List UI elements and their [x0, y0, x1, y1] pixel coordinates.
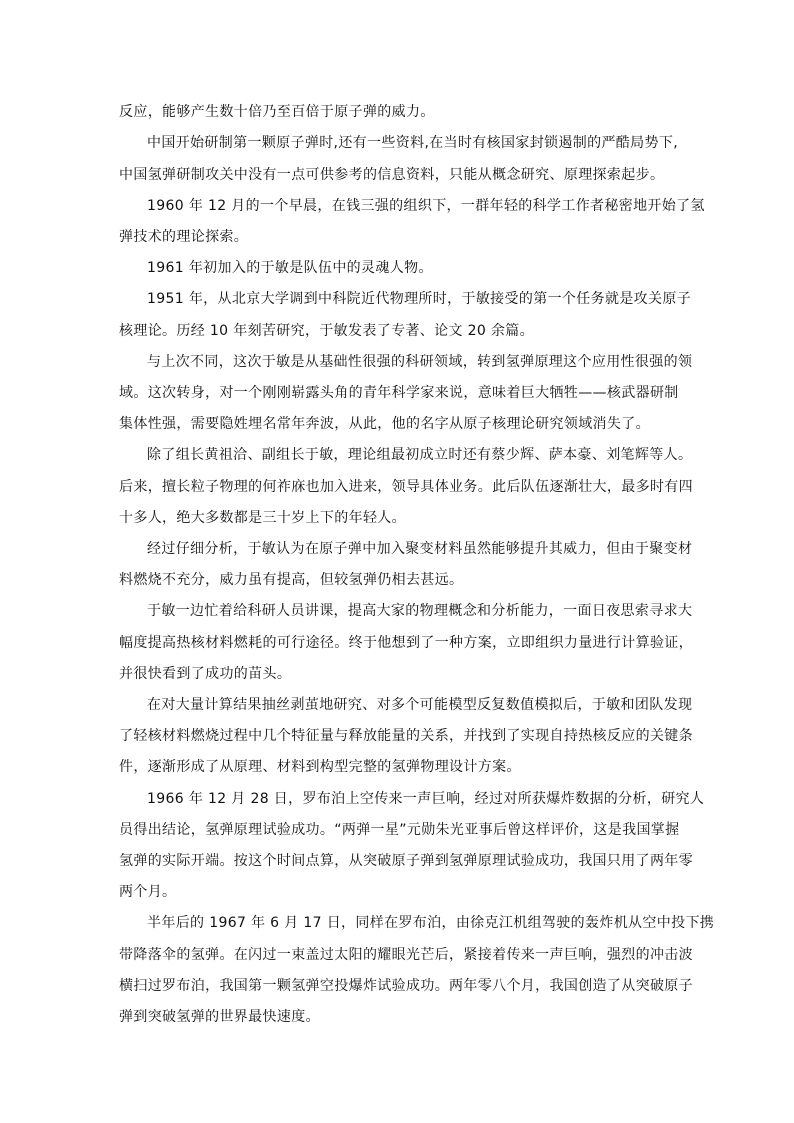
text-line: 1960 年 12 月的一个早晨，在钱三强的组织下，一群年轻的科学工作者秘密地开始了氢: [147, 198, 705, 214]
text-line: 并很快看到了成功的苗头。: [119, 666, 292, 682]
text-line: 件，逐渐形成了从原理、材料到构型完整的氢弹物理设计方案。: [119, 759, 521, 775]
text-line: 后来，擅长粒子物理的何祚庥也加入进来，领导具体业务。此后队伍逐渐壮大，最多时有四: [119, 479, 693, 495]
text-line: 1951 年，从北京大学调到中科院近代物理所时，于敏接受的第一个任务就是攻关原子: [147, 291, 692, 307]
text-line: 经过仔细分析，于敏认为在原子弹中加入聚变材料虽然能够提升其威力，但由于聚变材: [147, 541, 693, 557]
text-line: 料燃烧不充分，威力虽有提高，但较氢弹仍相去甚远。: [119, 572, 464, 588]
text-line: 集体性强，需要隐姓埋名常年奔波，从此，他的名字从原子核理论研究领域消失了。: [119, 416, 650, 432]
text-line: 与上次不同，这次于敏是从基础性很强的科研领域，转到氢弹原理这个应用性很强的领: [147, 354, 693, 370]
text-line: 中国开始研制第一颗原子弹时,还有一些资料,在当时有核国家封锁遏制的严酷局势下,: [147, 135, 678, 151]
text-line: 半年后的 1967 年 6 月 17 日，同样在罗布泊，由徐克江机组驾驶的轰炸机从空中投下携: [147, 915, 715, 931]
text-line: 在对大量计算结果抽丝剥茧地研究、对多个可能模型反复数值模拟后，于敏和团队发现: [147, 697, 693, 713]
text-line: 1966 年 12 月 28 日，罗布泊上空传来一声巨响，经过对所获爆炸数据的分析，研究人: [147, 791, 705, 807]
text-line: 十多人，绝大多数都是三十岁上下的年轻人。: [119, 510, 406, 526]
text-line: 幅度提高热核材料燃耗的可行途径。终于他想到了一种方案，立即组织力量进行计算验证，: [119, 635, 693, 651]
text-line: 核理论。历经 10 年刻苦研究，于敏发表了专著、论文 20 余篇。: [119, 323, 534, 339]
text-line: 域。这次转身，对一个刚刚崭露头角的青年科学家来说，意味着巨大牺牲——核武器研制: [119, 385, 679, 401]
text-line: 氢弹的实际开端。按这个时间点算，从突破原子弹到氢弹原理试验成功，我国只用了两年零: [119, 853, 693, 869]
text-line: 反应，能够产生数十倍乃至百倍于原子弹的威力。: [119, 104, 435, 120]
text-line: 弹技术的理论探索。: [119, 229, 249, 245]
text-line: 1961 年初加入的于敏是队伍中的灵魂人物。: [147, 260, 433, 276]
text-line: 横扫过罗布泊，我国第一颗氢弹空投爆炸试验成功。两年零八个月，我国创造了从突破原子: [119, 978, 693, 994]
text-line: 弹到突破氢弹的世界最快速度。: [119, 1009, 320, 1025]
text-line: 两个月。: [119, 884, 177, 900]
text-line: 于敏一边忙着给科研人员讲课，提高大家的物理概念和分析能力，一面日夜思索寻求大: [147, 603, 693, 619]
text-line: 了轻核材料燃烧过程中几个特征量与释放能量的关系，并找到了实现自持热核反应的关键条: [119, 728, 693, 744]
text-line: 中国氢弹研制攻关中没有一点可供参考的信息资料，只能从概念研究、原理探索起步。: [119, 167, 665, 183]
text-line: 带降落伞的氢弹。在闪过一束盖过太阳的耀眼光芒后，紧接着传来一声巨响，强烈的冲击波: [119, 947, 693, 963]
text-line: 员得出结论，氢弹原理试验成功。“两弹一星”元勋朱光亚事后曾这样评价，这是我国掌握: [119, 822, 680, 838]
text-line: 除了组长黄祖洽、副组长于敏，理论组最初成立时还有蔡少辉、萨本豪、刘笔辉等人。: [147, 447, 693, 463]
